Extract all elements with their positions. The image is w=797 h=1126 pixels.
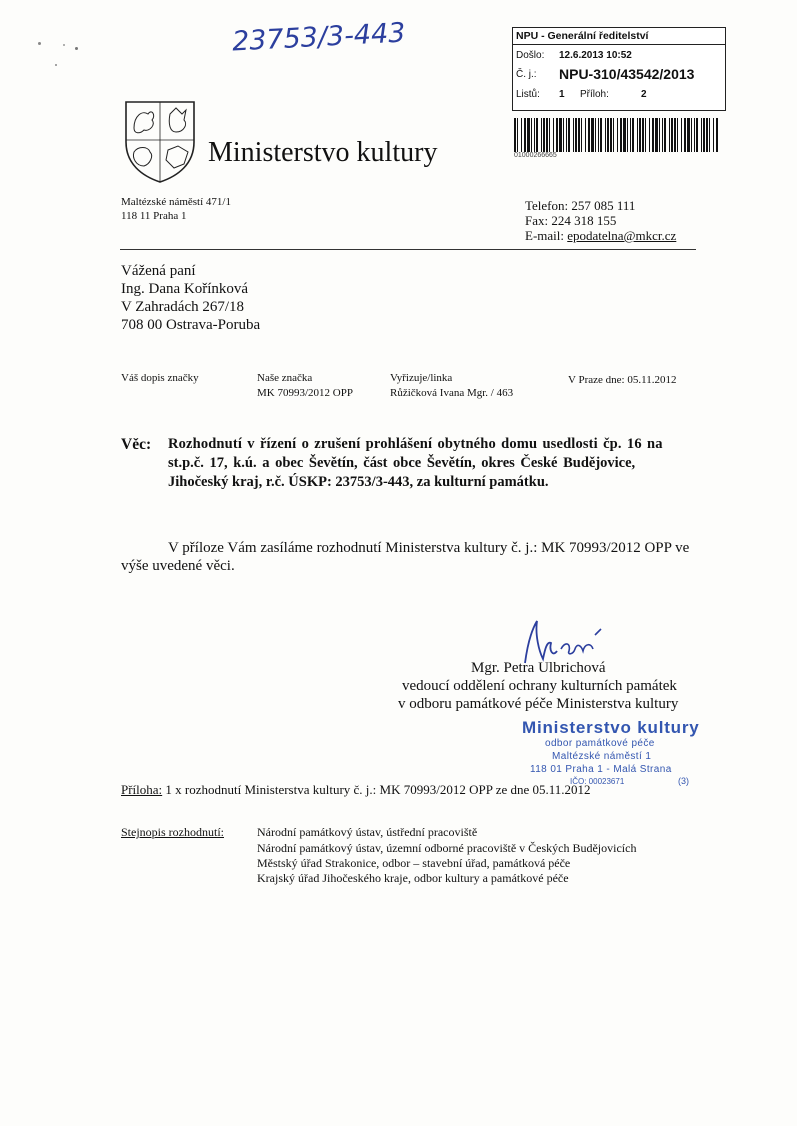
signatory-name: Mgr. Petra Ulbrichová bbox=[471, 660, 606, 676]
copies-item: Národní památkový ústav, ústřední pracoviště bbox=[257, 825, 478, 839]
scan-speck bbox=[75, 47, 78, 50]
barcode-number: 01000266665 bbox=[514, 152, 557, 159]
attachment-label: Příloha: bbox=[121, 782, 163, 797]
registry-stamp bbox=[512, 27, 726, 111]
stamp-attachments-label: Příloh: bbox=[580, 89, 609, 100]
ministry-email-row bbox=[525, 228, 676, 244]
our-ref-label: Naše značka bbox=[257, 372, 313, 384]
ministry-address-line2: 118 11 Praha 1 bbox=[121, 210, 187, 222]
official-stamp-id: IČO: 00023671 bbox=[570, 777, 625, 786]
attachment-text: 1 x rozhodnutí Ministerstva kultury č. j.: MK 70993/2012 OPP ze dne 05.11.2012 bbox=[162, 782, 591, 797]
signatory-role-line1: vedoucí oddělení ochrany kulturních památek bbox=[402, 678, 677, 694]
stamp-sheets-value: 1 bbox=[559, 89, 565, 100]
official-stamp-city: 118 01 Praha 1 - Malá Strana bbox=[530, 764, 672, 775]
body-line1: V příloze Vám zasíláme rozhodnutí Ministerstva kultury č. j.: MK 70993/2012 OPP ve bbox=[168, 540, 690, 556]
stamp-ref-label: Č. j.: bbox=[516, 69, 537, 80]
copies-item: Městský úřad Strakonice, odbor – stavební úřad, památková péče bbox=[257, 856, 571, 870]
your-ref-label: Váš dopis značky bbox=[121, 372, 199, 384]
stamp-sheets-label: Listů: bbox=[516, 89, 540, 100]
barcode-icon bbox=[514, 118, 720, 152]
ministry-phone: Telefon: 257 085 111 bbox=[525, 198, 636, 213]
subject-line1: Rozhodnutí v řízení o zrušení prohlášení obytného domu usedlosti čp. 16 na bbox=[168, 436, 663, 452]
coat-of-arms-emblem bbox=[120, 98, 200, 184]
subject-line3: Jihočeský kraj, r.č. ÚSKP: 23753/3-443, za kulturní památku. bbox=[168, 474, 549, 490]
scan-speck bbox=[55, 64, 57, 66]
scan-speck bbox=[38, 42, 41, 45]
email-label: E-mail: bbox=[525, 228, 568, 243]
letterhead-divider bbox=[120, 249, 696, 250]
official-stamp-mark: (3) bbox=[678, 776, 689, 786]
barcode bbox=[514, 118, 720, 152]
handled-by-label: Vyřizuje/linka bbox=[390, 372, 453, 384]
copies-label: Stejnopis rozhodnutí: bbox=[121, 825, 224, 839]
recipient-city: 708 00 Ostrava-Poruba bbox=[121, 317, 261, 333]
attachment-row bbox=[121, 782, 591, 798]
stamp-ref-value: NPU-310/43542/2013 bbox=[559, 66, 695, 82]
email-link[interactable]: epodatelna@mkcr.cz bbox=[567, 228, 677, 243]
recipient-street: V Zahradách 267/18 bbox=[121, 299, 245, 315]
subject-line2: st.p.č. 17, k.ú. a obec Ševětín, část obce Ševětín, okres České Budějovice, bbox=[168, 455, 636, 471]
ministry-address-line1: Maltézské náměstí 471/1 bbox=[121, 196, 231, 208]
our-ref-value: MK 70993/2012 OPP bbox=[257, 387, 353, 399]
official-stamp-department: odbor památkové péče bbox=[545, 738, 655, 749]
copies-item: Krajský úřad Jihočeského kraje, odbor kultury a památkové péče bbox=[257, 871, 569, 885]
ministry-fax: Fax: 224 318 155 bbox=[525, 213, 617, 228]
official-stamp-address: Maltézské náměstí 1 bbox=[552, 751, 652, 762]
body-line2: výše uvedené věci. bbox=[121, 558, 235, 574]
official-stamp-title: Ministerstvo kultury bbox=[522, 718, 700, 737]
signatory-role-line2: v odboru památkové péče Ministerstva kultury bbox=[398, 696, 679, 712]
stamp-header: NPU - Generální ředitelství bbox=[516, 30, 649, 42]
copies-item: Národní památkový ústav, územní odborné pracoviště v Českých Budějovicích bbox=[257, 841, 637, 855]
recipient-salutation: Vážená paní bbox=[121, 263, 196, 279]
stamp-received-label: Došlo: bbox=[516, 50, 545, 61]
scan-speck bbox=[63, 44, 65, 46]
subject-label: Věc: bbox=[121, 436, 152, 453]
stamp-divider bbox=[513, 44, 725, 45]
recipient-name: Ing. Dana Kořínková bbox=[121, 281, 249, 297]
handled-by-value: Růžičková Ivana Mgr. / 463 bbox=[390, 387, 514, 399]
stamp-received-value: 12.6.2013 10:52 bbox=[559, 50, 632, 61]
letter-date: V Praze dne: 05.11.2012 bbox=[568, 374, 677, 386]
ministry-name: Ministerstvo kultury bbox=[208, 137, 438, 168]
handwritten-reference-number: 23753/3-443 bbox=[231, 17, 407, 58]
stamp-attachments-value: 2 bbox=[641, 89, 647, 100]
